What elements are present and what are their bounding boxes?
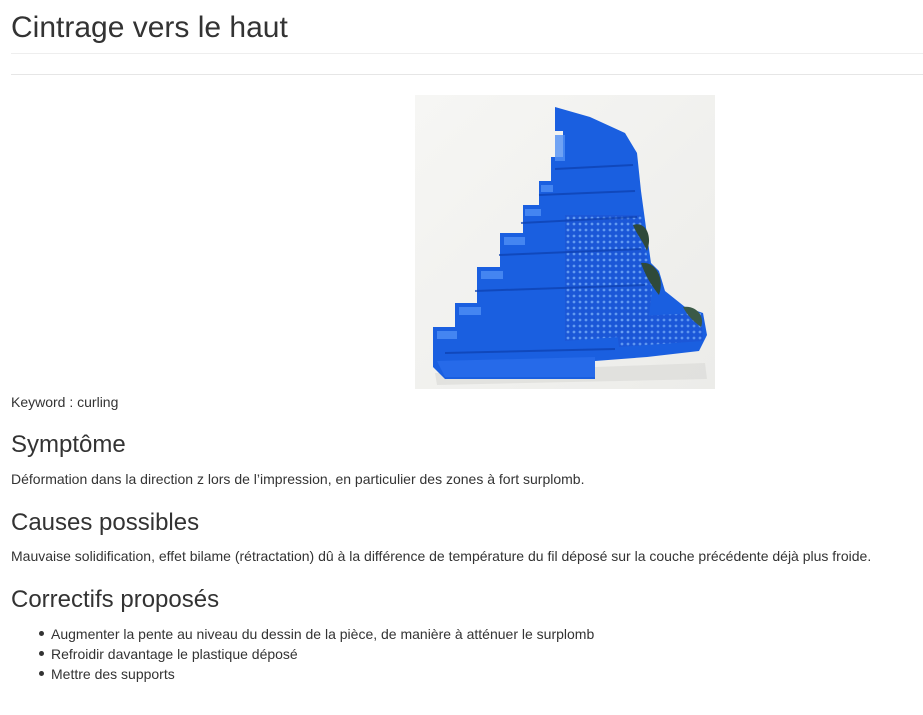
- page-title: Cintrage vers le haut: [11, 11, 288, 44]
- bullet-icon: [39, 671, 44, 676]
- fix-item-text: Augmenter la pente au niveau du dessin de la pièce, de manière à atténuer le surplomb: [51, 626, 595, 642]
- bullet-icon: [39, 631, 44, 636]
- causes-text: Mauvaise solidification, effet bilame (rétractation) dû à la différence de température du fil déposé sur la couche précédente déjà plus froide.: [11, 548, 872, 564]
- symptom-text: Déformation dans la direction z lors de l’impression, en particulier des zones à fort surplomb.: [11, 471, 585, 487]
- fix-item-text: Mettre des supports: [51, 666, 175, 682]
- bullet-icon: [39, 651, 44, 656]
- fixes-heading: Correctifs proposés: [11, 586, 220, 613]
- content-divider: [11, 74, 923, 75]
- fixes-list: [11, 624, 594, 684]
- fix-item-text: Refroidir davantage le plastique déposé: [51, 646, 298, 662]
- curling-example-photo: [415, 95, 715, 389]
- title-divider: [11, 53, 923, 54]
- list-item: [51, 644, 594, 664]
- causes-heading: Causes possibles: [11, 509, 200, 536]
- blue-3d-printed-part-image: [415, 95, 715, 389]
- list-item: [51, 664, 594, 684]
- symptom-heading: Symptôme: [11, 431, 126, 458]
- keyword-label: Keyword : curling: [11, 394, 119, 410]
- list-item: [51, 624, 594, 644]
